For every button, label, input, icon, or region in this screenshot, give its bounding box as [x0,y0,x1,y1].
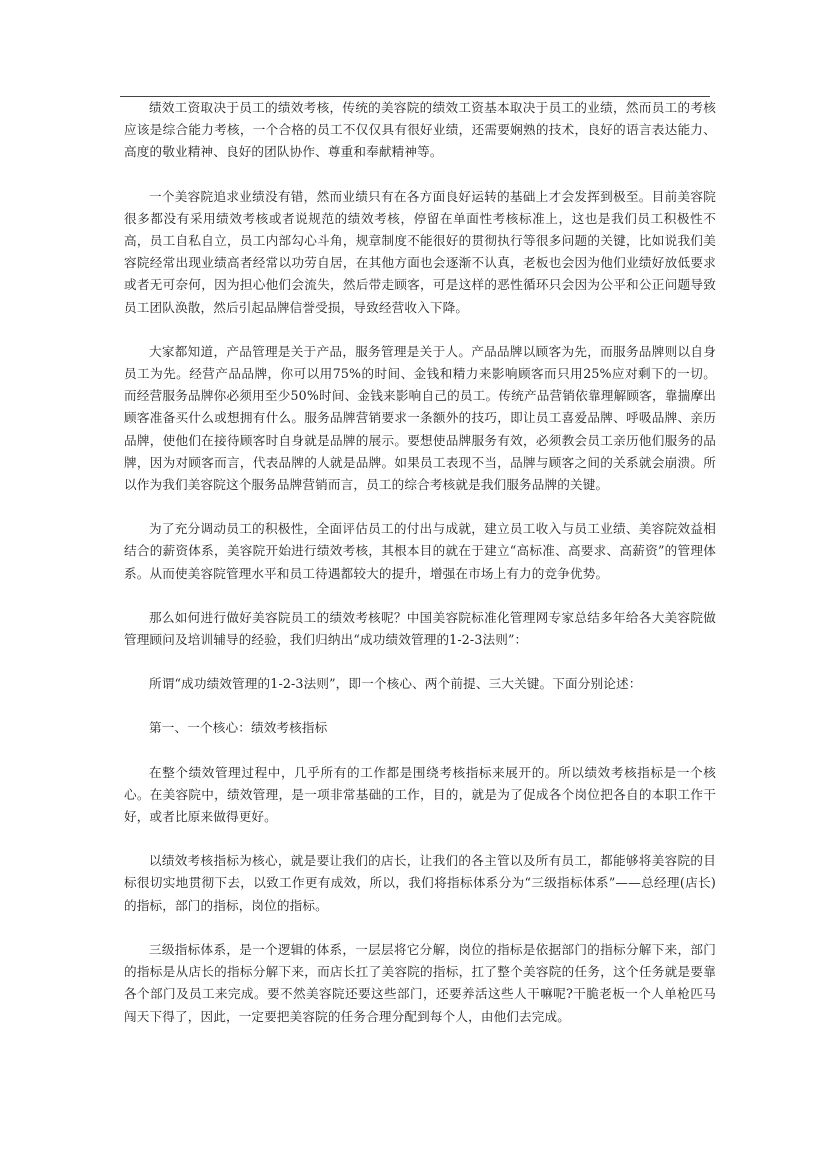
paragraph-indicator-breakdown: 三级指标体系，是一个逻辑的体系，一层层将它分解，岗位的指标是依据部门的指标分解下来，部门的指标是从店长的指标分解下来，而店长扛了美容院的指标，扛了整个美容院的任务，这个任务就是要靠各个部门及员工来完成。要不然美容院还要这些部门，还要养活这些人干嘛呢?干脆老板一个人单枪匹马闯天下得了，因此，一定要把美容院的任务合理分配到每个人，由他们去完成。 [124,941,716,1024]
paragraph-core-indicator: 在整个绩效管理过程中，几乎所有的工作都是围绕考核指标来展开的。所以绩效考核指标是一个核心。在美容院中，绩效管理，是一项非常基础的工作，目的，就是为了促成各个岗位把各自的本职工作干好，或者比原来做得更好。 [124,764,716,825]
paragraph-three-level-system: 以绩效考核指标为核心，就是要让我们的店长，让我们的各主管以及所有员工，都能够将美容院的目标很切实地贯彻下去，以致工作更有成效，所以，我们将指标体系分为“三级指标体系”——总经理(店长)的指标，部门的指标，岗位的指标。 [124,853,716,913]
paragraph-how-to: 那么如何进行做好美容院员工的绩效考核呢？中国美容院标准化管理网专家总结多年给各大美容院做管理顾问及培训辅导的经验，我们归纳出“成功绩效管理的1-2-3法则”： [124,609,716,648]
paragraph-performance-pay: 绩效工资取决于员工的绩效考核，传统的美容院的绩效工资基本取决于员工的业绩，然而员工的考核应该是综合能力考核，一个合格的员工不仅仅具有很好业绩，还需要娴熟的技术，良好的语言表达能力、高度的敬业精神、良好的团队协作、尊重和奉献精神等。 [124,100,716,160]
paragraph-brand-management: 大家都知道，产品管理是关于产品，服务管理是关于人。产品品牌以顾客为先，而服务品牌则以自身员工为先。经营产品品牌，你可以用75%的时间、金钱和精力来影响顾客而只用25%应对剩下的一切。而经营服务品牌你必须用至少50%时间、金钱来影响自己的员工。传统产品营销依靠理解顾客，靠揣摩出顾客准备买什么或想拥有什么。服务品牌营销要求一条额外的技巧，即让员工喜爱品牌、呼吸品牌、亲历品牌，使他们在接待顾客时自身就是品牌的展示。要想使品牌服务有效，必须教会员工亲历他们服务的品牌，因为对顾客而言，代表品牌的人就是品牌。如果员工表现不当，品牌与顾客之间的关系就会崩溃。所以作为我们美容院这个服务品牌营销而言，员工的综合考核就是我们服务品牌的关键。 [124,343,716,493]
paragraph-salon-performance: 一个美容院追求业绩没有错，然而业绩只有在各方面良好运转的基础上才会发挥到极至。目前美容院很多都没有采用绩效考核或者说规范的绩效考核，停留在单面性考核标准上，这也是我们员工积极性不高，员工自私自立，员工内部勾心斗角，规章制度不能很好的贯彻执行等很多问题的关键，比如说我们美容院经常出现业绩高者经常以功劳自居，在其他方面也会逐渐不认真，老板也会因为他们业绩好放低要求或者无可奈何，因为担心他们会流失，然后带走顾客，可是这样的恶性循环只会因为公平和公正问题导致员工团队涣散，然后引起品牌信誉受损，导致经营收入下降。 [124,188,716,315]
section-heading-one-core: 第一、一个核心：绩效考核指标 [149,720,328,736]
paragraph-rule-intro: 所谓“成功绩效管理的1-2-3法则”，即一个核心、两个前提、三大关键。下面分别论述： [149,676,642,692]
document-body [124,97,716,1050]
paragraph-motivation: 为了充分调动员工的积极性，全面评估员工的付出与成就，建立员工收入与员工业绩、美容院效益相结合的薪资体系，美容院开始进行绩效考核，其根本目的就在于建立“高标准、高要求、高薪资”的管理体系。从而使美容院管理水平和员工待遇都较大的提升，增强在市场上有力的竞争优势。 [124,521,716,581]
